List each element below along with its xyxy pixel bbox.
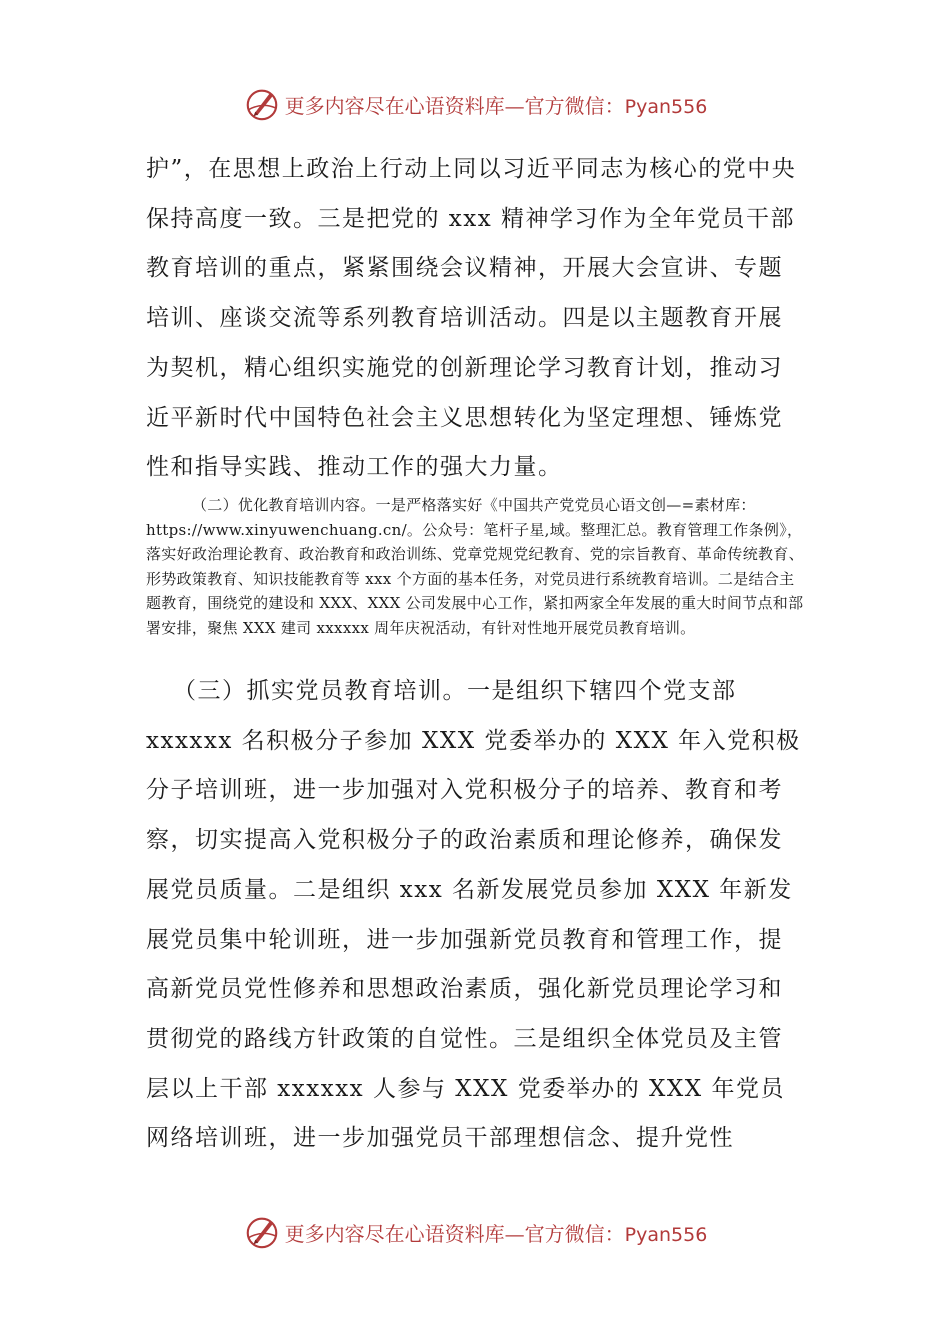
pen-logo-icon xyxy=(243,1213,281,1251)
wechat-id: Pyan556 xyxy=(624,1223,708,1246)
paragraph-2: （二）优化教育培训内容。一是严格落实好《中国共产党党员心语文创—=素材库：https://www.xinyuwenchuang.cn/。公众号：笔杆子星,域。整理汇总。教育管理工作条例》，落实好政治理论教育、政治教育和政治训练、党章党规党纪教育、党的宗旨教育、革命传统教育、形势政策教育、知识技能教育等 xxx 个方面的基本任务，对党员进行系统教育培训。二是结合主题教育，围绕党的建设和 XXX、XXX 公司发展中心工作，紧扣两家全年发展的重大时间节点和部署安排，聚焦 XXX 建司 xxxxxx 周年庆祝活动，有针对性地开展党员教育培训。 xyxy=(146,496,804,637)
pen-logo-icon xyxy=(243,85,281,123)
paragraph-3: （三）抓实党员教育培训。一是组织下辖四个党支部 xxxxxx 名积极分子参加 XXX 党委举办的 XXX 年入党积极分子培训班，进一步加强对入党积极分子的培养、教育和考察，切实提高入党积极分子的政治素质和理论修养，确保发展党员质量。二是组织 xxx 名新发展党员参加 XXX 年新发展党员集中轮训班，进一步加强新党员教育和管理工作，提高新党员党性修养和思想政治素质，强化新党员理论学习和贯彻党的路线方针政策的自觉性。三是组织全体党员及主管层以上干部 xxxxxx 人参与 XXX 党委举办的 XXX 年党员网络培训班，进一步加强党员干部理想信念、提升党性 xyxy=(146,678,801,1152)
header-banner-text: 更多内容尽在心语资料库—官方微信：Pyan556 xyxy=(284,93,708,118)
footer-banner-text: 更多内容尽在心语资料库—官方微信：Pyan556 xyxy=(284,1221,708,1246)
paragraph-1: 护”，在思想上政治上行动上同以习近平同志为核心的党中央保持高度一致。三是把党的 xxx 精神学习作为全年党员干部教育培训的重点，紧紧围绕会议精神，开展大会宣讲、专题培训、座谈交流等系列教育培训活动。四是以主题教育开展为契机，精心组织实施党的创新理论学习教育计划，推动习近平新时代中国特色社会主义思想转化为坚定理想、锤炼党性和指导实践、推动工作的强大力量。 xyxy=(146,156,797,481)
footer-banner xyxy=(0,1212,950,1252)
wechat-id: Pyan556 xyxy=(624,95,708,118)
header-banner xyxy=(0,84,950,124)
